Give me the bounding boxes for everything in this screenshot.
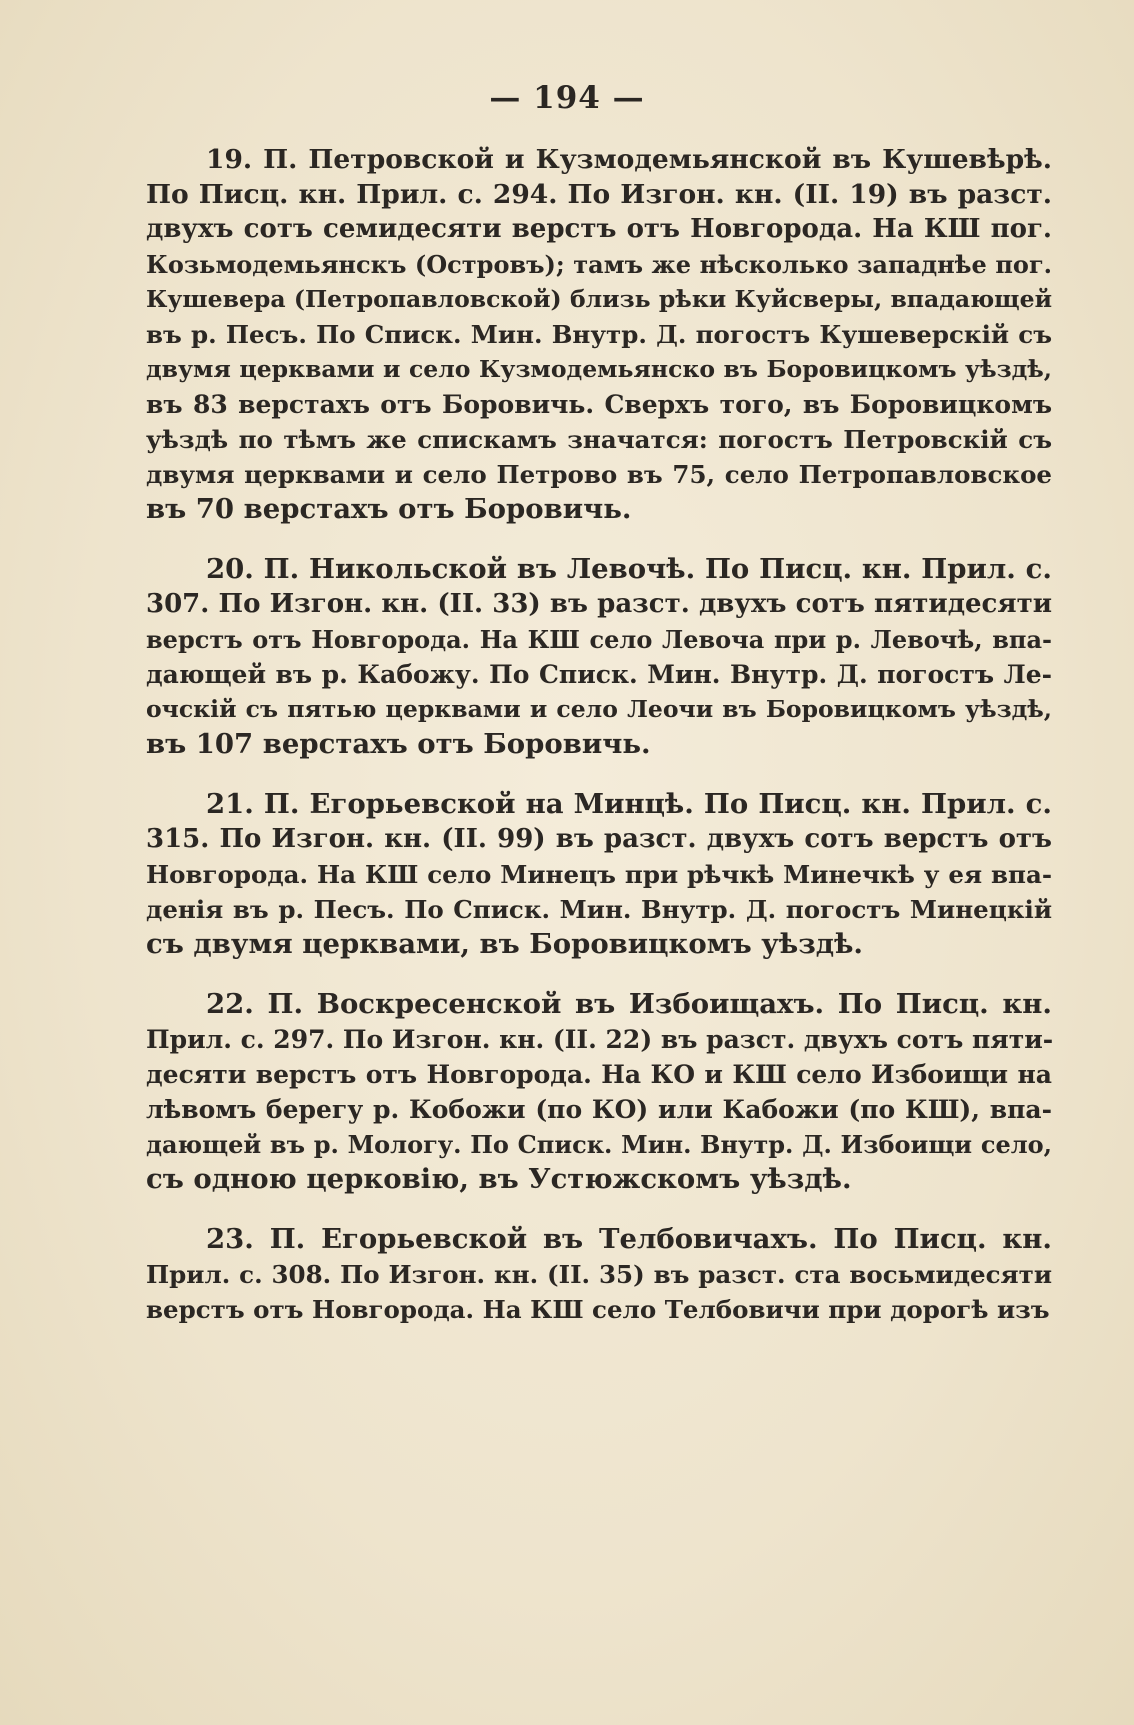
text-line: въ р. Песъ. По Списк. Мин. Внутр. Д. погостъ Кушеверскій съ <box>146 320 1052 349</box>
text-line: въ 83 верстахъ отъ Боровичь. Сверхъ того, въ Боровицкомъ <box>146 390 1052 419</box>
page-number: — 194 — <box>489 80 645 116</box>
text-line: Новгорода. На КШ село Минецъ при рѣчкѣ Минечкѣ у ея впа- <box>146 860 1052 889</box>
text-line: съ двумя церквами, въ Боровицкомъ уѣздѣ. <box>146 928 863 960</box>
text-line: верстъ отъ Новгорода. На КШ село Телбовичи при дорогѣ изъ <box>146 1295 1050 1324</box>
text-line: денія въ р. Песъ. По Списк. Мин. Внутр. Д. погостъ Минецкій <box>146 895 1052 924</box>
text-line: дающей въ р. Мологу. По Списк. Мин. Внутр. Д. Избоищи село, <box>146 1130 1052 1159</box>
text-line: 20. П. Никольской въ Левочѣ. По Писц. кн. Прил. с. <box>206 553 1052 585</box>
text-line: дающей въ р. Кабожу. По Списк. Мин. Внутр. Д. погостъ Ле- <box>146 660 1052 689</box>
paragraph <box>146 987 1052 1197</box>
paragraph <box>146 787 1052 962</box>
text-line: двумя церквами и село Кузмодемьянско въ Боровицкомъ уѣздѣ, <box>146 355 1052 383</box>
text-line: Козьмодемьянскъ (Островъ); тамъ же нѣсколько западнѣе пог. <box>146 250 1052 279</box>
text-line: двухъ сотъ семидесяти верстъ отъ Новгорода. На КШ пог. <box>146 214 1052 244</box>
text-line: очскій съ пятью церквами и село Леочи въ Боровицкомъ уѣздѣ, <box>146 695 1052 723</box>
text-line: 21. П. Егорьевской на Минцѣ. По Писц. кн. Прил. с. <box>206 788 1052 820</box>
text-line: Прил. с. 308. По Изгон. кн. (II. 35) въ разст. ста восьмидесяти <box>146 1260 1052 1289</box>
text-line: 23. П. Егорьевской въ Телбовичахъ. По Писц. кн. <box>206 1223 1052 1255</box>
text-line: Кушевера (Петропавловской) близь рѣки Куйсверы, впадающей <box>146 285 1052 313</box>
text-line: въ 107 верстахъ отъ Боровичь. <box>146 728 651 760</box>
text-line: Прил. с. 297. По Изгон. кн. (II. 22) въ разст. двухъ сотъ пяти- <box>146 1025 1054 1054</box>
text-line: лѣвомъ берегу р. Кобожи (по КО) или Кабожи (по КШ), впа- <box>146 1095 1052 1124</box>
text-line: По Писц. кн. Прил. с. 294. По Изгон. кн. (II. 19) въ разст. <box>146 179 1052 210</box>
text-line: 307. По Изгон. кн. (II. 33) въ разст. двухъ сотъ пятидесяти <box>146 589 1052 619</box>
text-line: двумя церквами и село Петрово въ 75, село Петропавловское <box>146 460 1052 489</box>
text-line: съ одною церковію, въ Устюжскомъ уѣздѣ. <box>146 1163 852 1195</box>
text-line: верстъ отъ Новгорода. На КШ село Левоча при р. Левочѣ, впа- <box>146 625 1052 654</box>
paragraph <box>146 552 1052 762</box>
text-line: въ 70 верстахъ отъ Боровичь. <box>146 493 632 525</box>
text-line: 19. П. Петровской и Кузмодемьянской въ Кушевѣрѣ. <box>206 144 1052 175</box>
paragraph <box>146 1222 1052 1327</box>
text-line: 22. П. Воскресенской въ Избоищахъ. По Писц. кн. <box>206 988 1052 1020</box>
paragraph <box>146 142 1052 527</box>
text-line: 315. По Изгон. кн. (II. 99) въ разст. двухъ сотъ верстъ отъ <box>146 824 1052 854</box>
text-line: десяти верстъ отъ Новгорода. На КО и КШ село Избоищи на <box>146 1060 1052 1089</box>
page-body <box>146 142 1052 1352</box>
text-line: уѣздѣ по тѣмъ же спискамъ значатся: погостъ Петровскій съ <box>146 425 1052 454</box>
